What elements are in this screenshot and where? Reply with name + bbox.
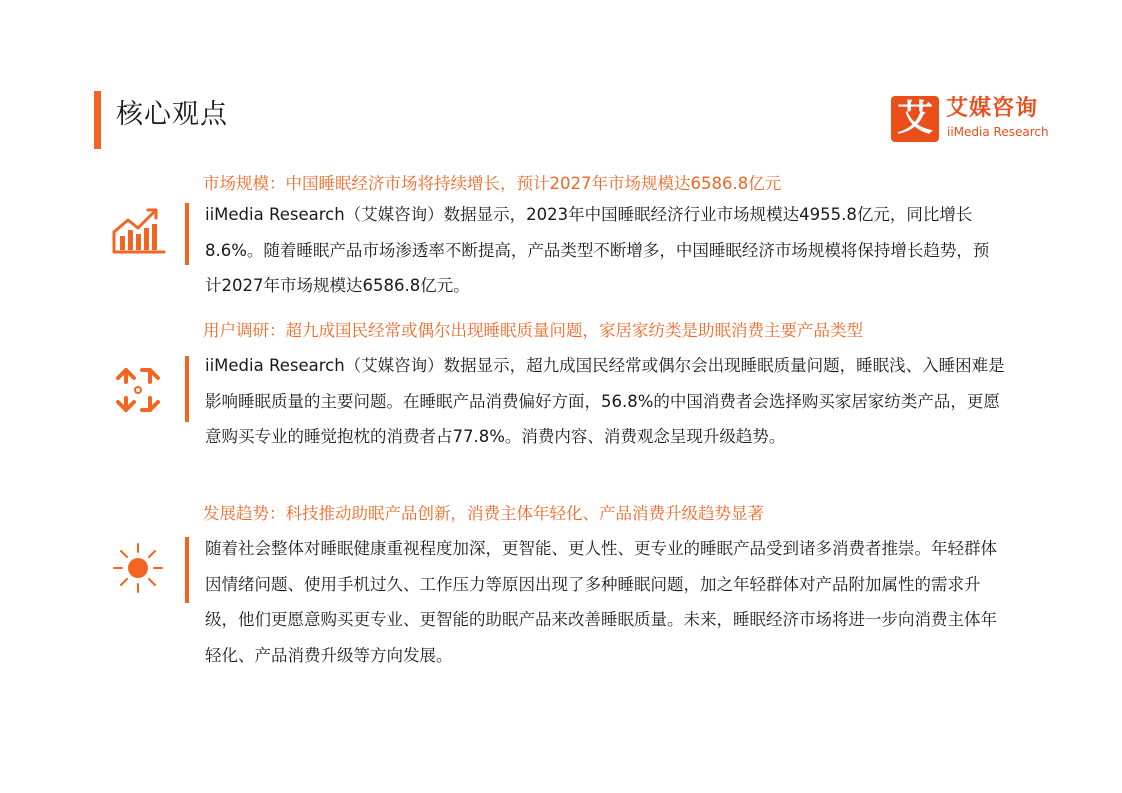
sun-icon bbox=[108, 538, 168, 598]
expand-arrows-icon bbox=[108, 360, 168, 420]
title-accent-bar bbox=[94, 91, 101, 149]
section-heading-trend: 发展趋势：科技推动助眠产品创新，消费主体年轻化、产品消费升级趋势显著 bbox=[203, 504, 764, 523]
section-text: iiMedia Research（艾媒咨询）数据显示，超九成国民经常或偶尔会出现睡眠质量问题，睡眠浅、入睡困难是影响睡眠质量的主要问题。在睡眠产品消费偏好方面，56.8%的中国消费者会选择购买家居家纺类产品，更愿意购买专业的睡觉抱枕的消费者占77.8%。消费内容、消费观念呈现升级趋势。 bbox=[205, 356, 1005, 446]
section-divider-bar bbox=[185, 203, 189, 265]
section-body-market-size bbox=[205, 197, 1005, 304]
section-heading-user-research: 用户调研：超九成国民经常或偶尔出现睡眠质量问题，家居家纺类是助眠消费主要产品类型 bbox=[203, 321, 863, 340]
page-title: 核心观点 bbox=[116, 99, 228, 130]
logo-name-en: iiMedia Research bbox=[947, 125, 1049, 139]
section-text: 随着社会整体对睡眠健康重视程度加深，更智能、更人性、更专业的睡眠产品受到诸多消费者推崇。年轻群体因情绪问题、使用手机过久、工作压力等原因出现了多种睡眠问题，加之年轻群体对产品附加属性的需求升级，他们更愿意购买更专业、更智能的助眠产品来改善睡眠质量。未来，睡眠经济市场将进一步向消费主体年轻化、产品消费升级等方向发展。 bbox=[205, 539, 997, 665]
section-text: iiMedia Research（艾媒咨询）数据显示，2023年中国睡眠经济行业市场规模达4955.8亿元，同比增长8.6%。随着睡眠产品市场渗透率不断提高，产品类型不断增多，中国睡眠经济市场规模将保持增长趋势，预计2027年市场规模达6586.8亿元。 bbox=[205, 205, 990, 295]
section-body-trend bbox=[205, 531, 1005, 673]
logo-mark: 艾 bbox=[891, 96, 939, 142]
section-body-user-research bbox=[205, 348, 1005, 455]
logo-name-cn: 艾媒咨询 bbox=[946, 96, 1039, 121]
growth-chart-icon bbox=[108, 202, 168, 262]
section-divider-bar bbox=[185, 537, 189, 603]
section-heading-market-size: 市场规模：中国睡眠经济市场将持续增长，预计2027年市场规模达6586.8亿元 bbox=[203, 174, 782, 193]
brand-logo bbox=[891, 96, 1056, 144]
section-divider-bar bbox=[185, 356, 189, 422]
